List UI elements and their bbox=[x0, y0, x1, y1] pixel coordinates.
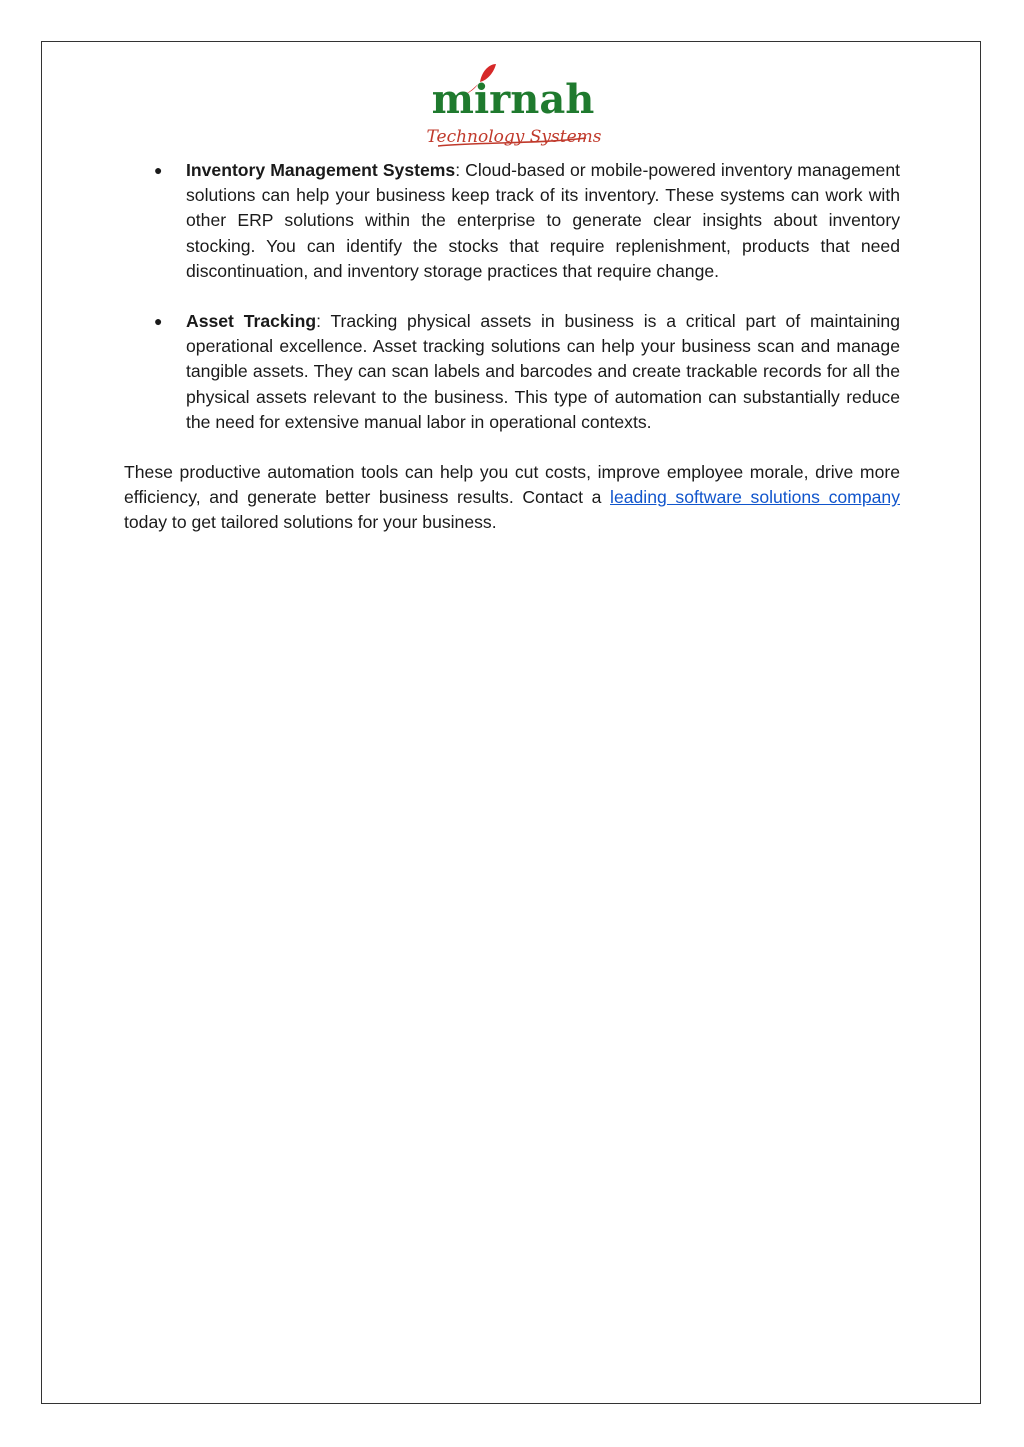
closing-text-end: today to get tailored solutions for your business. bbox=[124, 512, 497, 533]
closing-paragraph bbox=[124, 460, 900, 536]
bullet-separator: : bbox=[316, 311, 321, 332]
company-logo bbox=[418, 60, 608, 156]
bullet-list bbox=[124, 158, 900, 435]
closing-text-start: These productive automation tools can help you cut costs, improve employee morale, drive more efficiency, and generate better business results. Contact a bbox=[124, 462, 900, 508]
bullet-term: Asset Tracking bbox=[186, 311, 317, 332]
logo-tagline: Technology Systems bbox=[426, 127, 602, 147]
bullet-text: Cloud-based or mobile-powered inventory management solutions can help your business keep track of its inventory. These systems can work with other ERP solutions within the enterprise to generate clear insights about inventory stocking. You can identify the stocks that require replenishment, products that need discontinuation, and inventory storage practices that require change. bbox=[186, 160, 900, 281]
bullet-icon: ● bbox=[154, 162, 163, 178]
bullet-text: Tracking physical assets in business is a critical part of maintaining operational excellence. Asset tracking solutions can help your business scan and manage tangible assets. They can scan labels and barcodes and create trackable records for all the physical assets relevant to the business. This type of automation can substantially reduce the need for extensive manual labor in operational contexts. bbox=[186, 311, 900, 432]
bullet-separator: : bbox=[455, 160, 461, 180]
bullet-icon: ● bbox=[154, 313, 163, 330]
list-item bbox=[124, 158, 900, 284]
list-item bbox=[124, 309, 900, 435]
document-body bbox=[124, 158, 900, 536]
logo-wordmark: mirnah bbox=[431, 76, 595, 123]
software-solutions-link[interactable]: leading software solutions company bbox=[610, 487, 900, 508]
bullet-term: Inventory Management Systems bbox=[186, 160, 456, 180]
